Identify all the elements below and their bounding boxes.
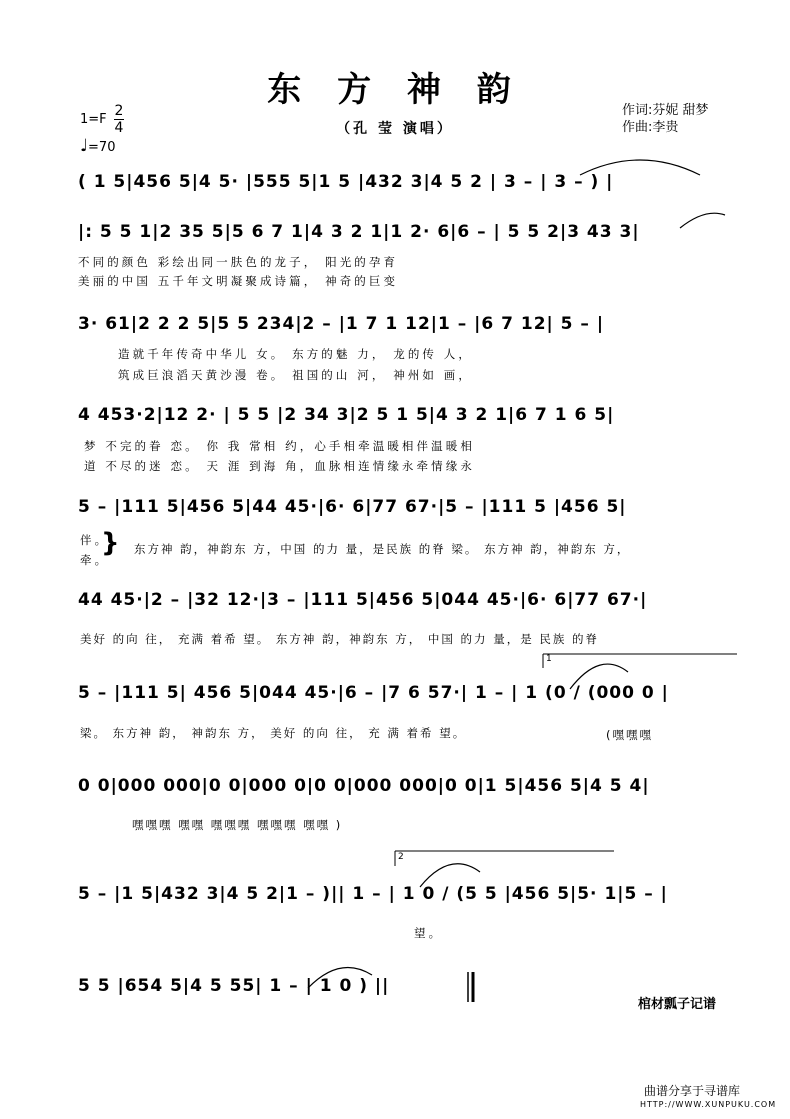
- lyric-row-2b: 美丽的中国 五千年文明凝聚成诗篇， 神奇的巨变: [78, 274, 399, 288]
- slur-row2: [680, 213, 725, 228]
- lyric-row-5b: 牵。: [80, 553, 110, 567]
- quarter-note-icon: ♩: [80, 136, 89, 156]
- notation-row-9: 5 – |1 5|432 3|4 5 2|1 – )|| 1 – | 1 0 / (5 5 |456 5|5· 1|5 – |: [78, 884, 668, 904]
- notation-row-1: ( 1 5|456 5|4 5· |555 5|1 5 |432 3|4 5 2 | 3 – | 3 – ) |: [78, 172, 614, 192]
- tie-row9: [420, 864, 480, 887]
- lyric-row-9: 望。: [414, 926, 444, 940]
- notation-row-10: 5 5 |654 5|4 5 55| 1 – | 1 0 ) ||: [78, 976, 390, 996]
- lyric-row-5a: 伴。: [80, 533, 110, 547]
- footer-source: 曲谱分享于寻谱库: [644, 1084, 741, 1098]
- lyric-row-4a: 梦 不完的眷 恋。 你 我 常相 约，心手相牵温暖相伴温暖相: [84, 439, 475, 453]
- tempo-value: =70: [88, 140, 116, 155]
- volta-1-number: 1: [546, 654, 552, 664]
- lyric-row-3b: 筑成巨浪滔天黄沙漫 卷。 祖国的山 河， 神州如 画，: [118, 368, 473, 382]
- lyric-row-4b: 道 不尽的迷 恋。 天 涯 到海 角，血脉相连情缘永牵情缘永: [84, 459, 475, 473]
- notation-row-7: 5 – |111 5| 456 5|044 45·|6 – |7 6 57·| 1 – | 1 (0 / (000 0 |: [78, 683, 669, 703]
- tie-row7: [570, 664, 628, 689]
- tie-row1: [580, 160, 700, 175]
- key-signature: 1=F: [80, 112, 107, 127]
- performer-subtitle: （孔 莹 演唱）: [336, 121, 454, 137]
- lyric-row-2a: 不同的颜色 彩绘出同一肤色的龙子， 阳光的孕育: [78, 255, 399, 269]
- notation-row-2: |: 5 5 1|2 35 5|5 6 7 1|4 3 2 1|1 2· 6|6 – | 5 5 2|3 43 3|: [78, 222, 640, 242]
- notation-row-3: 3· 61|2 2 2 5|5 5 234|2 – |1 7 1 12|1 – |6 7 12| 5 – |: [78, 314, 605, 334]
- lyric-row-7: 梁。 东方神 韵， 神韵东 方， 美好 的向 往， 充 满 着希 望。: [80, 726, 467, 740]
- volta-2-number: 2: [398, 852, 404, 862]
- footer-url: HTTP://WWW.XUNPUKU.COM: [640, 1100, 777, 1109]
- lyric-row-5c: 东方神 韵，神韵东 方，中国 的力 量，是民族 的脊 梁。 东方神 韵，神韵东 方，: [134, 542, 631, 556]
- lyric-row-3a: 造就千年传奇中华儿 女。 东方的魅 力， 龙的传 人，: [118, 347, 473, 361]
- transcriber-credit: 棺材瓢子记谱: [638, 997, 717, 1012]
- meter-top: 2: [114, 103, 124, 119]
- song-title: 东 方 神 韵: [267, 70, 523, 110]
- tie-row10: [308, 967, 372, 988]
- lyric-row-7-vocal: (嘿嘿嘿: [606, 728, 653, 742]
- notation-row-6: 44 45·|2 – |32 12·|3 – |111 5|456 5|044 45·|6· 6|77 67·|: [78, 590, 648, 610]
- lyric-row-8: 嘿嘿嘿 嘿嘿 嘿嘿嘿 嘿嘿嘿 嘿嘿 ): [132, 818, 343, 832]
- lyric-brace-icon: }: [101, 528, 120, 558]
- notation-row-4: 4 453·2|12 2· | 5 5 |2 34 3|2 5 1 5|4 3 2 1|6 7 1 6 5|: [78, 405, 615, 425]
- composer-credit: 作曲:李贵: [622, 120, 679, 135]
- lyricist-credit: 作词:芬妮 甜梦: [622, 103, 709, 118]
- meter-bottom: 4: [114, 120, 124, 136]
- notation-row-5: 5 – |111 5|456 5|44 45·|6· 6|77 67·|5 – |111 5 |456 5|: [78, 497, 627, 517]
- lyric-row-6: 美好 的向 往， 充满 着希 望。 东方神 韵，神韵东 方， 中国 的力 量，是 民族 的脊: [80, 632, 600, 646]
- notation-row-8: 0 0|000 000|0 0|000 0|0 0|000 000|0 0|1 5|456 5|4 5 4|: [78, 776, 650, 796]
